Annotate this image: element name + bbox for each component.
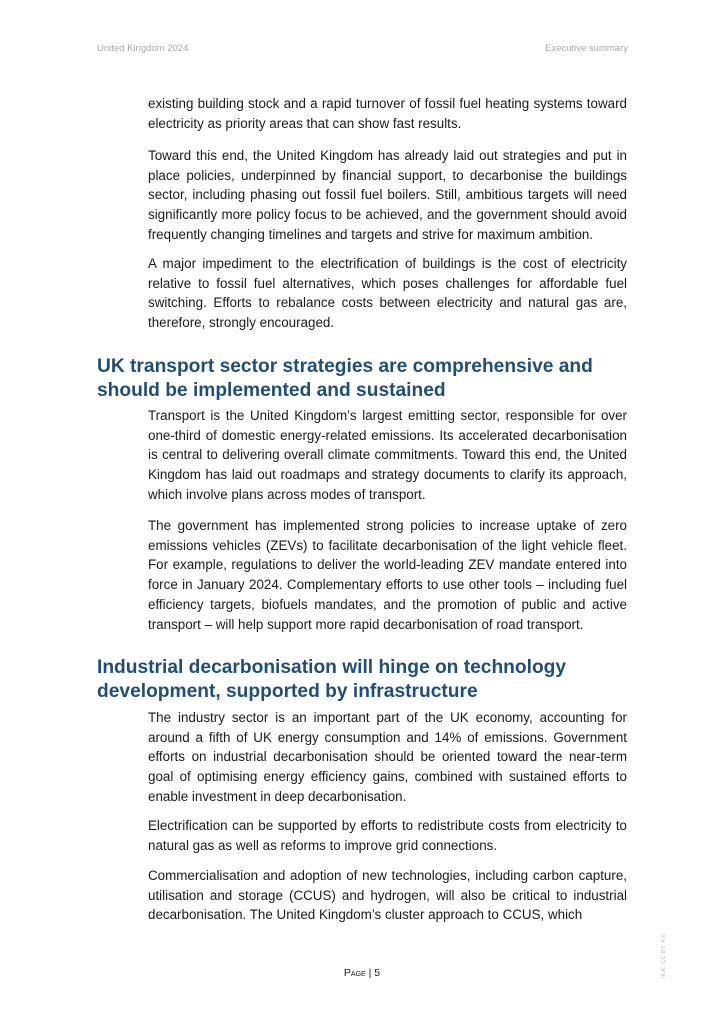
paragraph-industry-technologies: Commercialisation and adoption of new technologies, including carbon capture, utilisation and storage (CCUS) and hydrogen, will also be critical to industrial decarbonisation. The United Kingdom’s cluster approach to CCUS, which: [148, 868, 627, 923]
paragraph-transport-zev: The government has implemented strong policies to increase uptake of zero emissions vehicles (ZEVs) to facilitate decarbonisation of the light vehicle fleet. For example, regulations to deliver the world-leading ZEV mandate entered into force in January 2024. Complementary efforts to use other tools – including fuel efficiency targets, biofuels mandates, and the promotion of public and active transport – will help support more rapid decarbonisation of road transport.: [148, 518, 627, 632]
page-number: 5: [374, 967, 381, 979]
heading-transport: UK transport sector strategies are comprehensive and should be implemented and sustained: [97, 356, 593, 401]
heading-industry: Industrial decarbonisation will hinge on technology development, supported by infrastructure: [97, 657, 567, 702]
running-header-section: Executive summary: [545, 43, 628, 54]
paragraph-industry-electrification: Electrification can be supported by efforts to redistribute costs from electricity to natural gas as well as reforms to improve grid connections.: [148, 818, 627, 853]
running-header-title: United Kingdom 2024: [97, 43, 189, 54]
page-footer: [0, 967, 724, 979]
page-separator: |: [365, 967, 375, 979]
paragraph-buildings-costs: A major impediment to the electrification of buildings is the cost of electricity relative to fossil fuel alternatives, which poses challenges for affordable fuel switching. Efforts to rebalance costs between electricity and natural gas are, therefore, strongly encouraged.: [148, 256, 627, 331]
license-notice: IEA. CC BY 4.0.: [661, 932, 667, 978]
paragraph-buildings-policies: Toward this end, the United Kingdom has already laid out strategies and put in place policies, underpinned by financial support, to decarbonise the buildings sector, including phasing out fossil fuel boilers. Still, ambitious targets will need significantly more policy focus to be achieved, and the government should avoid frequently changing timelines and targets and strive for maximum ambition.: [148, 148, 627, 242]
paragraph-transport-emissions: Transport is the United Kingdom’s largest emitting sector, responsible for over one-third of domestic energy-related emissions. Its accelerated decarbonisation is central to delivering overall climate commitments. Toward this end, the United Kingdom has laid out roadmaps and strategy documents to clarify its approach, which involve plans across modes of transport.: [148, 408, 627, 502]
paragraph-industry-overview: The industry sector is an important part of the UK economy, accounting for around a fifth of UK energy consumption and 14% of emissions. Government efforts on industrial decarbonisation should be oriented toward the near-term goal of optimising energy efficiency gains, combined with sustained efforts to enable investment in deep decarbonisation.: [148, 710, 627, 804]
paragraph-buildings-continued: existing building stock and a rapid turnover of fossil fuel heating systems toward electricity as priority areas that can show fast results.: [148, 96, 627, 131]
page-label: Page: [343, 967, 366, 979]
